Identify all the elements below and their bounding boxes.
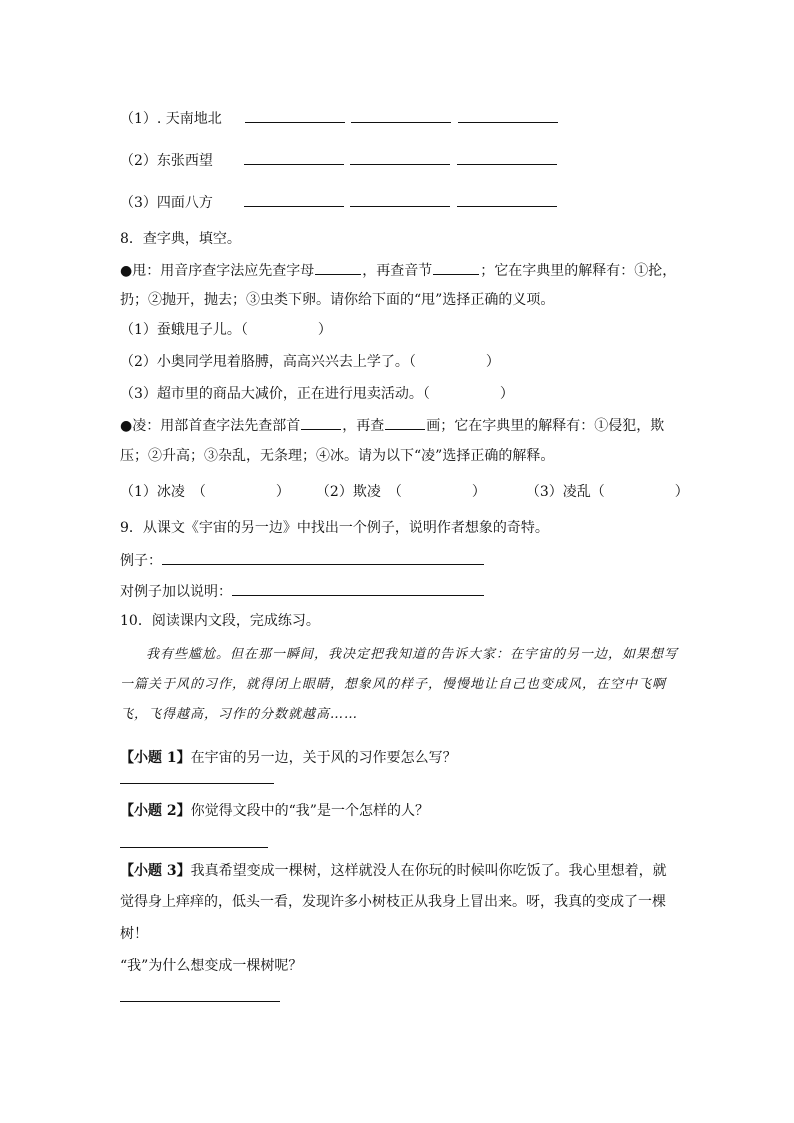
example-label: 例子： bbox=[120, 553, 162, 569]
ling-text: ●凌：用部首查字法先查部首 bbox=[120, 418, 301, 434]
sub-question-3-question: “我”为什么想变成一棵树呢？ bbox=[120, 958, 303, 974]
explain-row bbox=[120, 581, 484, 602]
answer-blank[interactable] bbox=[244, 192, 344, 207]
sub-question-3-line-1 bbox=[120, 861, 667, 881]
ling-items bbox=[120, 482, 689, 502]
sub-question-2 bbox=[120, 801, 429, 821]
answer-blank[interactable] bbox=[350, 150, 450, 165]
reading-passage bbox=[120, 640, 680, 730]
sub-question-tag: 【小题 1】 bbox=[120, 750, 191, 766]
sub-question-text: 你觉得文段中的“我”是一个怎样的人？ bbox=[190, 803, 429, 819]
ling-item-1: （1）冰凌 （ ） bbox=[120, 484, 290, 500]
answer-line-1[interactable] bbox=[120, 783, 274, 784]
idiom-label: （1）. 天南地北 bbox=[120, 111, 222, 127]
shuai-line-2: 扔；②抛开，抛去；③虫类下卵。请你给下面的“甩”选择正确的义项。 bbox=[120, 292, 555, 308]
sub-question-text: 在宇宙的另一边，关于风的习作要怎么写？ bbox=[190, 750, 457, 766]
sub-question-tag: 【小题 3】 bbox=[120, 863, 191, 879]
question-8-title: 8．查字典，填空。 bbox=[120, 231, 241, 247]
shuai-text: ●甩：用音序查字法应先查字母 bbox=[120, 263, 315, 279]
question-9-title: 9．从课文《宇宙的另一边》中找出一个例子，说明作者想象的奇特。 bbox=[120, 520, 549, 536]
idiom-row-3 bbox=[120, 192, 559, 213]
answer-line-2[interactable] bbox=[120, 847, 268, 848]
idiom-label: （2）东张西望 bbox=[120, 153, 213, 169]
letter-blank[interactable] bbox=[315, 260, 361, 275]
stroke-blank[interactable] bbox=[385, 415, 425, 430]
radical-blank[interactable] bbox=[301, 415, 341, 430]
shuai-item-1: （1）蚕蛾甩子儿。（ ） bbox=[120, 322, 332, 338]
sub-question-tag: 【小题 2】 bbox=[120, 803, 191, 819]
sub-question-1 bbox=[120, 748, 457, 768]
question-10-title: 10．阅读课内文段，完成练习。 bbox=[120, 613, 320, 629]
ling-item-2: （2）欺凌 （ ） bbox=[315, 484, 486, 500]
idiom-row-1 bbox=[120, 108, 560, 129]
shuai-item-3: （3）超市里的商品大减价，正在进行甩卖活动。（ ） bbox=[120, 386, 514, 402]
answer-blank[interactable] bbox=[245, 108, 345, 123]
ling-text: 画；它在字典里的解释有：①侵犯，欺 bbox=[426, 418, 665, 434]
example-blank[interactable] bbox=[162, 550, 484, 565]
idiom-row-2 bbox=[120, 150, 559, 171]
sub-question-3-line-3: 树！ bbox=[120, 926, 148, 942]
ling-line-1 bbox=[120, 415, 664, 436]
shuai-text: ；它在字典里的解释有：①抡， bbox=[480, 263, 677, 279]
answer-blank[interactable] bbox=[458, 108, 558, 123]
ling-text: ，再查 bbox=[342, 418, 385, 434]
ling-item-3: （3）凌乱（ ） bbox=[525, 484, 689, 500]
ling-line-2: 压；②升高；③杂乱，无条理；④冰。请为以下“凌”选择正确的解释。 bbox=[120, 448, 555, 464]
answer-line-3[interactable] bbox=[120, 1001, 280, 1002]
answer-blank[interactable] bbox=[457, 150, 557, 165]
sub-question-3-line-2: 觉得身上痒痒的，低头一看，发现许多小树枝正从我身上冒出来。呀，我真的变成了一棵 bbox=[120, 894, 666, 910]
shuai-line-1 bbox=[120, 260, 676, 281]
example-row bbox=[120, 550, 484, 571]
answer-blank[interactable] bbox=[351, 108, 451, 123]
shuai-item-2: （2）小奥同学甩着胳膊，高高兴兴去上学了。（ ） bbox=[120, 354, 500, 370]
explain-blank[interactable] bbox=[232, 581, 484, 596]
explain-label: 对例子加以说明： bbox=[120, 584, 232, 600]
passage-text: 我有些尴尬。但在那一瞬间，我决定把我知道的告诉大家：在宇宙的另一边，如果想写一篇关于风的习作，就得闭上眼睛，想象风的样子，慢慢地让自己也变成风，在空中飞啊飞，飞得越高，习作的分数就越高…… bbox=[120, 647, 679, 722]
syllable-blank[interactable] bbox=[433, 260, 479, 275]
answer-blank[interactable] bbox=[457, 192, 557, 207]
sub-question-text: 我真希望变成一棵树，这样就没人在你玩的时候叫你吃饭了。我心里想着，就 bbox=[190, 863, 667, 879]
answer-blank[interactable] bbox=[350, 192, 450, 207]
idiom-label: （3）四面八方 bbox=[120, 195, 213, 211]
answer-blank[interactable] bbox=[244, 150, 344, 165]
shuai-text: ，再查音节 bbox=[362, 263, 433, 279]
